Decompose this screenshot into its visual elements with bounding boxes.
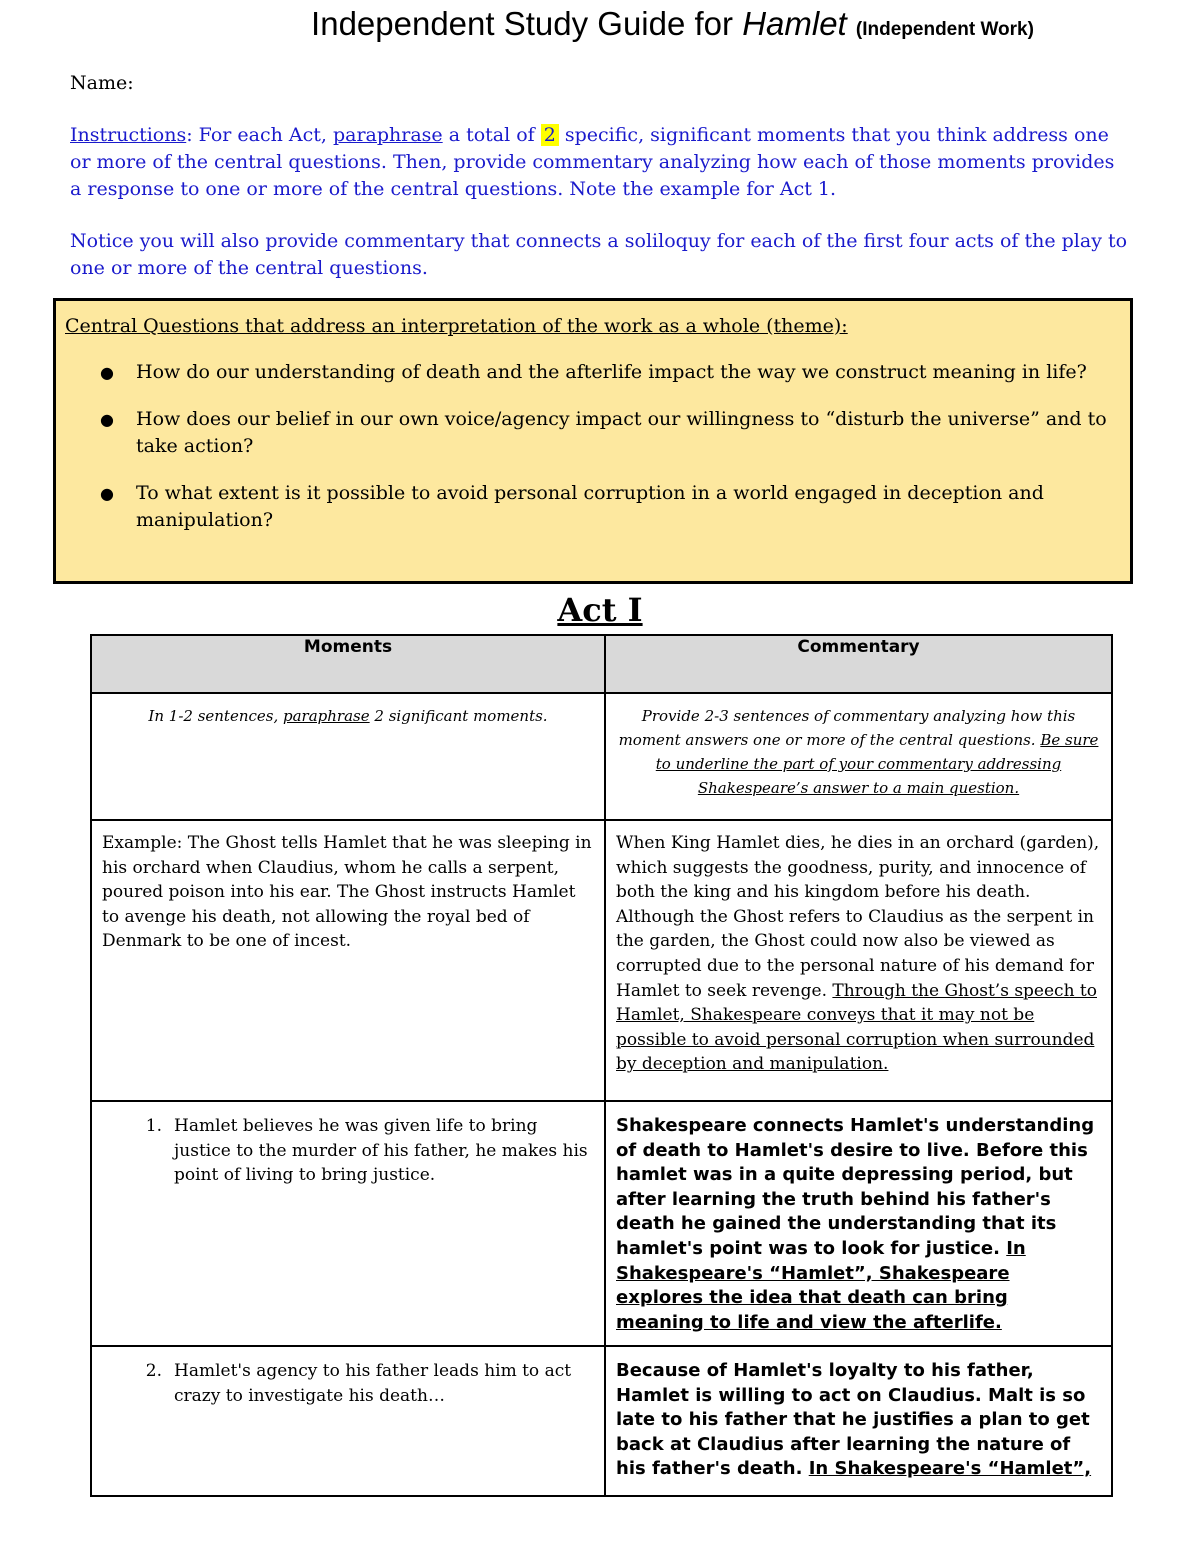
commentary-text: Shakespeare connects Hamlet's understanding of death to Hamlet's desire to live. Before this hamlet was in a quite depressing period, but after learning the truth behind his father's death he gained the understanding that its hamlet's point was to look for justice. [616, 1115, 1095, 1259]
commentary-text: Because of Hamlet's loyalty to his father, Hamlet is willing to act on Claudius. Malt is so late to his father that he justifies a plan to get back at Claudius after learning the nature of his father's death. [616, 1360, 1090, 1480]
guide-left-underlined: paraphrase [283, 707, 370, 725]
title-work: Hamlet [742, 5, 847, 42]
guide-moments [91, 693, 605, 820]
act-table [90, 634, 1113, 1497]
example-commentary-plain: When King Hamlet dies, he dies in an orchard (garden), which suggests the goodness, purity, and innocence of both the king and his kingdom before his death. Although the Ghost refers to Claudius as the serpent in the garden, the Ghost could now also be viewed as corrupted due to the personal nature of his demand for Hamlet to seek revenge. [616, 833, 1100, 1001]
moment-text: Hamlet's agency to his father leads him to act crazy to investigate his death… [174, 1361, 572, 1406]
act-title: Act I [557, 591, 643, 629]
example-commentary [605, 820, 1112, 1101]
commentary-cell[interactable] [605, 1101, 1112, 1346]
commentary-underlined: In Shakespeare's “Hamlet”, [808, 1458, 1092, 1480]
guide-commentary [605, 693, 1112, 820]
moment-cell[interactable] [91, 1346, 605, 1496]
header-moments: Moments [91, 635, 605, 693]
instructions-count: 2 [541, 124, 559, 146]
notice-text: Notice you will also provide commentary that connects a soliloquy for each of the first four acts of the play to one or more of the central questions. [70, 230, 1128, 279]
central-question-item [56, 480, 1136, 534]
example-commentary-underlined: Through the Ghost’s speech to Hamlet, Shakespeare conveys that it may not be possible to avoid personal corruption when surrounded by deception and manipulation. [616, 980, 1097, 1075]
moment-text: Hamlet believes he was given life to bring justice to the murder of his father, he makes his point of living to bring justice. [174, 1116, 588, 1186]
bullet-icon: ● [100, 410, 114, 429]
central-question-text: To what extent is it possible to avoid personal corruption in a world engaged in deception and manipulation? [136, 482, 1044, 531]
instructions-part1: a total of [442, 124, 541, 146]
table-row [91, 1101, 1112, 1346]
guide-left-post: 2 significant moments. [369, 707, 548, 725]
moment-cell[interactable] [91, 1101, 605, 1346]
central-questions-list [56, 359, 1136, 554]
name-label: Name: [70, 72, 134, 94]
central-questions-heading: Central Questions that address an interpretation of the work as a whole (theme): [65, 315, 848, 337]
bullet-icon: ● [100, 363, 114, 382]
instructions-paraphrase: paraphrase [332, 124, 443, 146]
central-question-text: How does our belief in our own voice/agency impact our willingness to “disturb the universe” and to take action? [136, 408, 1107, 457]
guide-left-pre: In 1-2 sentences, [148, 707, 284, 725]
header-commentary: Commentary [605, 635, 1112, 693]
commentary-underlined: In Shakespeare's “Hamlet”, Shakespeare explores the idea that death can bring meaning to life and view the afterlife. [616, 1237, 1026, 1333]
instructions-label: Instructions [70, 124, 187, 146]
page-title [0, 2, 1200, 52]
guide-row [91, 693, 1112, 820]
central-question-text: How do our understanding of death and the afterlife impact the way we construct meaning in life? [136, 361, 1087, 383]
table-header-row [91, 635, 1112, 693]
example-moment: Example: The Ghost tells Hamlet that he was sleeping in his orchard when Claudius, whom he calls a serpent, poured poison into his ear. The Ghost instructs Hamlet to avenge his death, not allowing the royal bed of Denmark to be one of incest. [91, 820, 605, 1101]
moment-number: 2. [145, 1361, 162, 1381]
guide-right-underlined: Be sure to underline the part of your commentary addressing Shakespeare’s answer to a main question. [655, 731, 1099, 797]
central-question-item [56, 406, 1136, 460]
table-row [91, 1346, 1112, 1496]
instructions-part2: specific, significant moments that you think address one or more of the central questions. Then, provide commentary analyzing how each of those moments provides a response to one or more of the central questions. Note the example for Act 1. [70, 124, 1115, 200]
example-row [91, 820, 1112, 1101]
bullet-icon: ● [100, 484, 114, 503]
guide-right-plain: Provide 2-3 sentences of commentary analyzing how this moment answers one or more of the central questions. [618, 707, 1076, 749]
commentary-cell[interactable] [605, 1346, 1112, 1496]
title-prefix: Independent Study Guide for [311, 5, 743, 42]
instructions [70, 122, 1130, 203]
central-question-item [56, 359, 1136, 386]
moment-number: 1. [145, 1116, 162, 1136]
instructions-colon: : For each Act, [186, 124, 333, 146]
title-suffix: (Independent Work) [855, 19, 1034, 40]
central-questions-box [53, 298, 1133, 584]
